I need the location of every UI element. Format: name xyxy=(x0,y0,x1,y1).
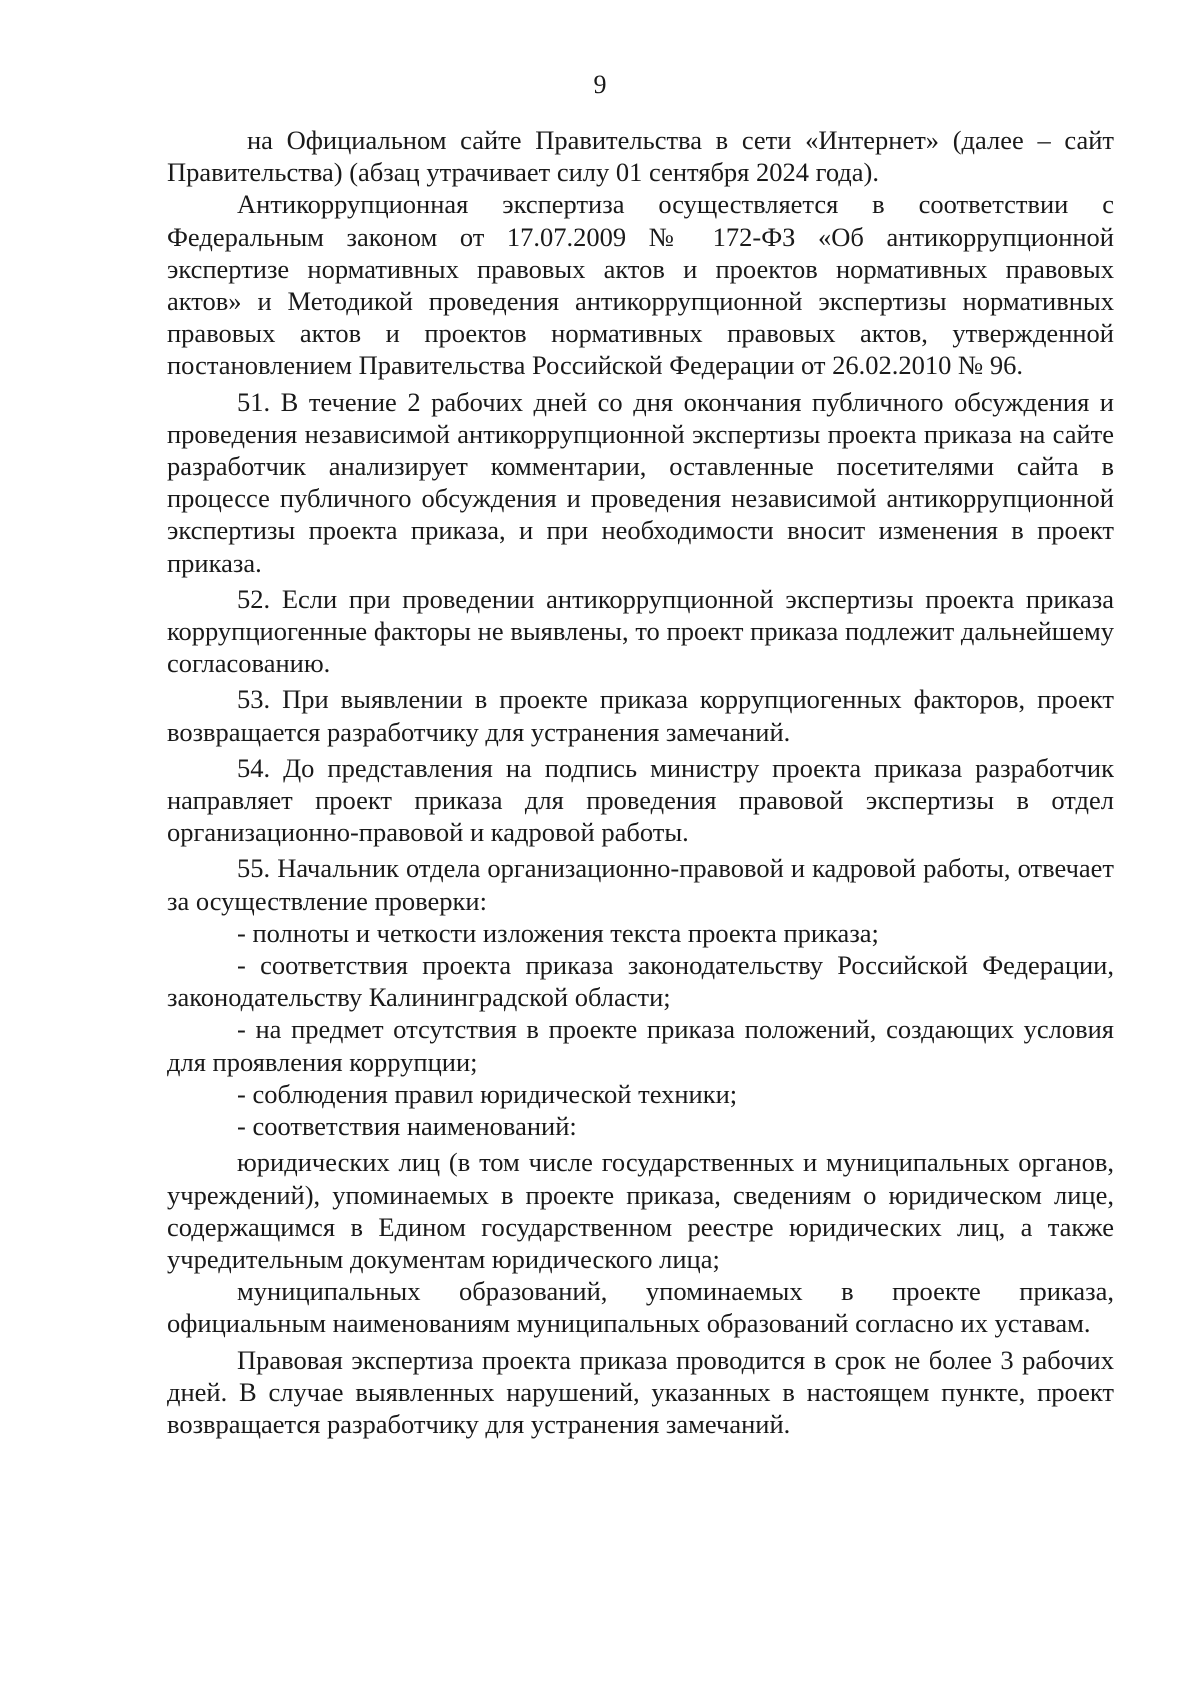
paragraph-anticorruption-expertise: Антикоррупционная экспертиза осуществляется в соответствии с Федеральным законом от 17.07.2009 № 172-ФЗ «Об антикоррупционной экспертизе нормативных правовых актов и проектов нормативных правовых актов» и Методикой проведения антикоррупционной экспертизы нормативных правовых актов и проектов нормативных правовых актов, утвержденной постановлением Правительства Российской Федерации от 26.02.2010 № 96. xyxy=(167,189,1114,381)
page-number: 9 xyxy=(593,70,607,99)
list-item-corruption-factors: - на предмет отсутствия в проекте приказа положений, создающих условия для проявления коррупции; xyxy=(167,1014,1114,1077)
paragraph-54: 54. До представления на подпись министру проекта приказа разработчик направляет проект приказа для проведения правовой экспертизы в отдел организационно-правовой и кадровой работы. xyxy=(167,752,1114,848)
list-item-completeness: - полноты и четкости изложения текста проекта приказа; xyxy=(237,917,879,948)
document-body xyxy=(167,124,1114,1440)
list-item-legal-technique: - соблюдения правил юридической техники; xyxy=(237,1078,738,1109)
paragraph-legal-expertise-term: Правовая экспертиза проекта приказа проводится в срок не более 3 рабочих дней. В случае выявленных нарушений, указанных в настоящем пункте, проект возвращается разработчику для устранения замечаний. xyxy=(167,1344,1114,1439)
paragraph-51: 51. В течение 2 рабочих дней со дня окончания публичного обсуждения и проведения независимой антикоррупционной экспертизы проекта приказа на сайте разработчик анализирует комментарии, оставленные посетителями сайта в процессе публичного обсуждения и проведения независимой антикоррупционной экспертизы проекта приказа, и при необходимости вносит изменения в проект приказа. xyxy=(167,386,1114,578)
sub-item-legal-entities: юридических лиц (в том числе государственных и муниципальных органов, учреждений), упоминаемых в проекте приказа, сведениям о юридическом лице, содержащимся в Едином государственном реестре юридических лиц, а также учредительным документам юридического лица; xyxy=(167,1147,1114,1274)
list-item-names: - соответствия наименований: xyxy=(237,1111,577,1142)
sub-item-municipalities: муниципальных образований, упоминаемых в проекте приказа, официальным наименованиям муниципальных образований согласно их уставам. xyxy=(167,1276,1114,1339)
paragraph-53: 53. При выявлении в проекте приказа коррупциогенных факторов, проект возвращается разработчику для устранения замечаний. xyxy=(167,684,1114,747)
paragraph-continuation: на Официальном сайте Правительства в сети «Интернет» (далее – сайт Правительства) (абзац утрачивает силу 01 сентября 2024 года). xyxy=(167,125,1114,188)
paragraph-52: 52. Если при проведении антикоррупционной экспертизы проекта приказа коррупциогенные факторы не выявлены, то проект приказа подлежит дальнейшему согласованию. xyxy=(167,583,1114,679)
list-item-legislation: - соответствия проекта приказа законодательству Российской Федерации, законодательству Калининградской области; xyxy=(167,950,1114,1013)
paragraph-55: 55. Начальник отдела организационно-правовой и кадровой работы, отвечает за осуществление проверки: xyxy=(167,853,1114,916)
